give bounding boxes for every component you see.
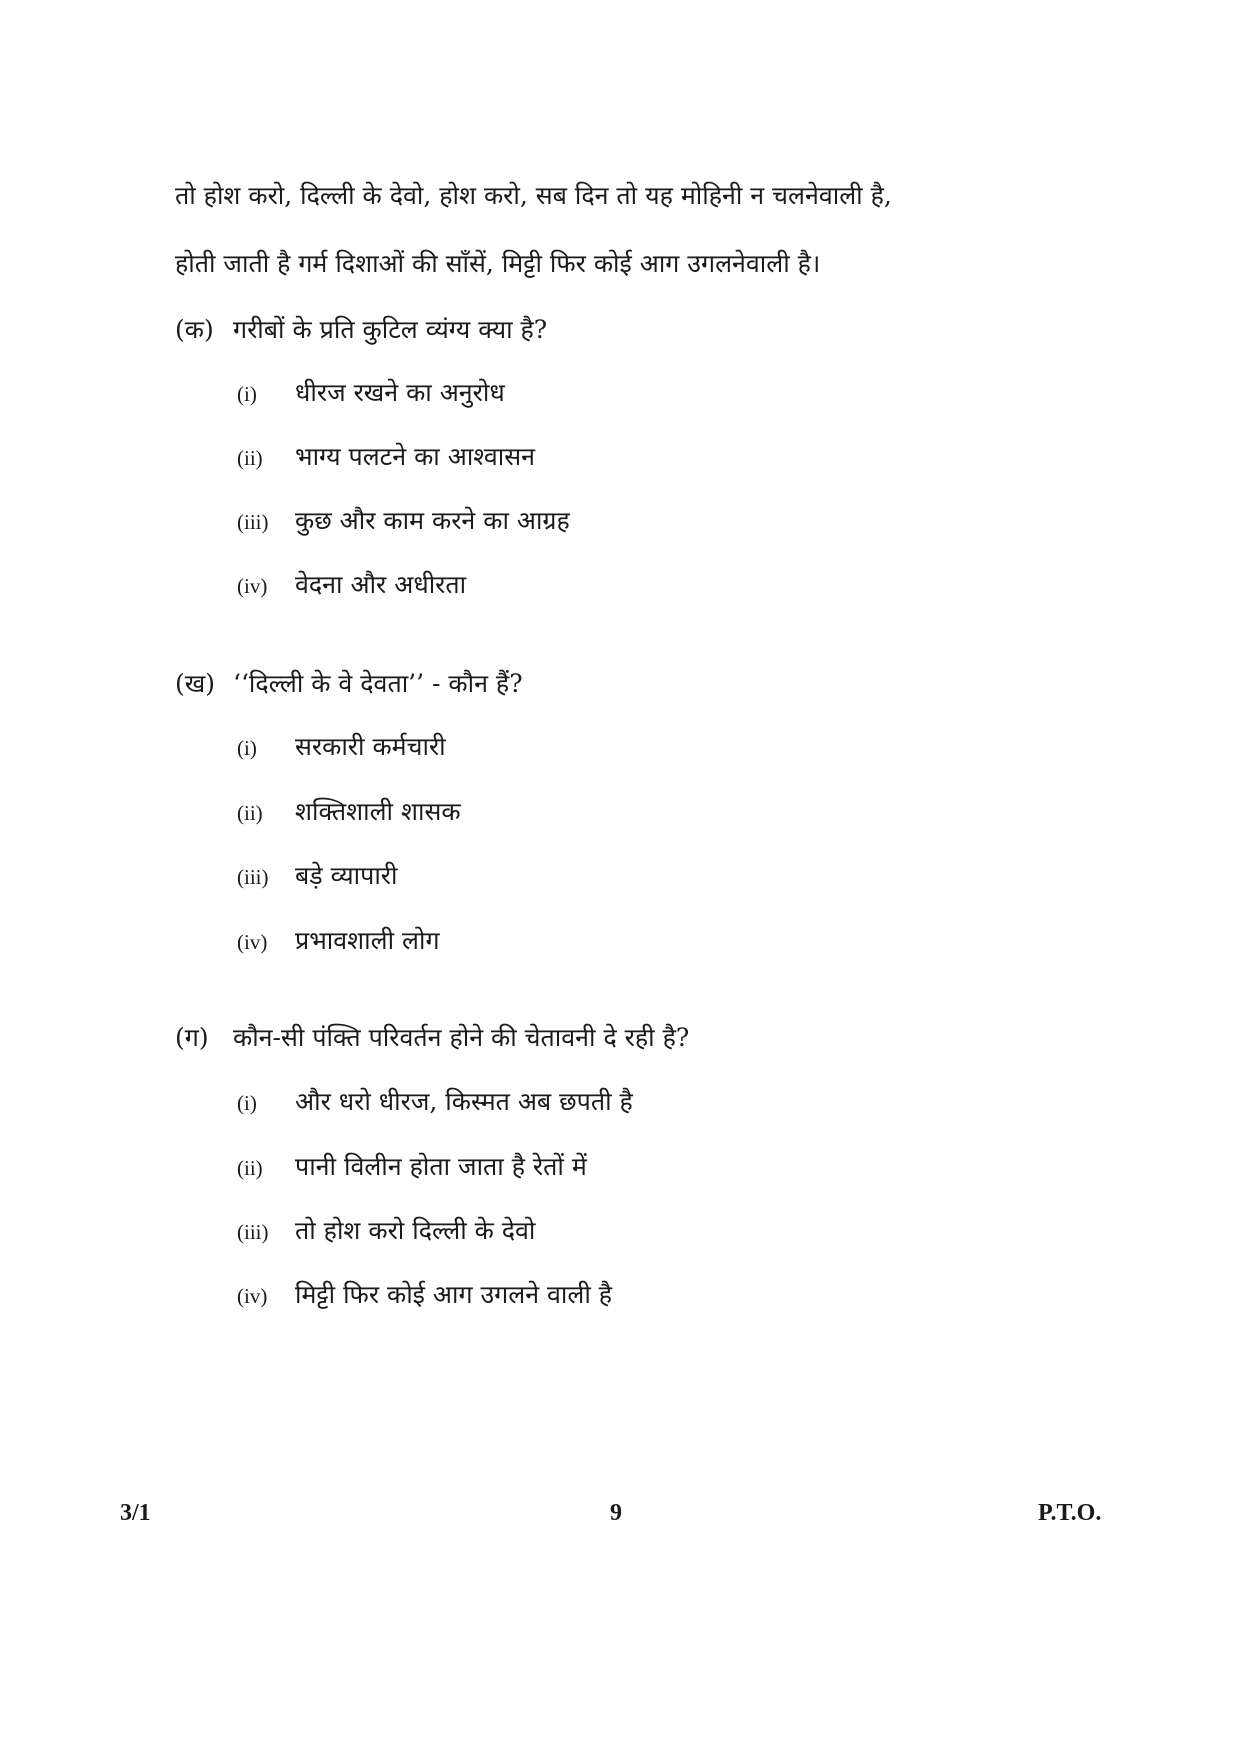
option-number: (iv) <box>237 1284 268 1308</box>
question-ga <box>175 1020 689 1054</box>
question-label: (ख) <box>175 669 215 698</box>
option-number: (iv) <box>237 930 268 954</box>
option-text: सरकारी कर्मचारी <box>295 732 446 761</box>
option-text: कुछ और काम करने का आग्रह <box>295 506 570 535</box>
paper-code: 3/1 <box>120 1500 151 1526</box>
question-text: गरीबों के प्रति कुटिल व्यंग्य क्या है? <box>233 315 548 344</box>
option-text: बड़े व्यापारी <box>295 861 398 890</box>
option-text: शक्तिशाली शासक <box>295 797 461 826</box>
question-text: कौन-सी पंक्ति परिवर्तन होने की चेतावनी दे रही है? <box>233 1023 690 1052</box>
option <box>237 503 570 537</box>
option-number: (i) <box>237 736 257 760</box>
option <box>237 794 461 828</box>
option-number: (i) <box>237 382 257 406</box>
option-number: (iii) <box>237 865 269 889</box>
please-turn-over: P.T.O. <box>1038 1500 1102 1526</box>
option <box>237 567 466 601</box>
question-label: (क) <box>175 315 214 344</box>
option-number: (iv) <box>237 574 268 598</box>
option <box>237 439 535 473</box>
option-number: (ii) <box>237 446 263 470</box>
option <box>237 1213 535 1247</box>
option <box>237 375 505 409</box>
option <box>237 858 398 892</box>
poem-line-1: तो होश करो, दिल्ली के देवो, होश करो, सब दिन तो यह मोहिनी न चलनेवाली है, <box>175 181 892 210</box>
page-number: 9 <box>610 1500 622 1526</box>
option <box>237 1149 587 1183</box>
option-number: (iii) <box>237 1220 269 1244</box>
option <box>237 1277 612 1311</box>
option <box>237 729 446 763</box>
option-text: तो होश करो दिल्ली के देवो <box>295 1216 536 1245</box>
option <box>237 1084 633 1118</box>
option-text: भाग्य पलटने का आश्वासन <box>295 442 536 471</box>
option-number: (i) <box>237 1091 257 1115</box>
option-number: (ii) <box>237 1156 263 1180</box>
option-text: प्रभावशाली लोग <box>295 926 440 955</box>
question-kha <box>175 666 523 700</box>
option <box>237 923 440 957</box>
poem-line-2: होती जाती है गर्म दिशाओं की साँसें, मिट्टी फिर कोई आग उगलनेवाली है। <box>175 249 821 278</box>
option-text: और धरो धीरज, किस्मत अब छपती है <box>295 1087 633 1116</box>
option-number: (ii) <box>237 801 263 825</box>
question-text: ‘‘दिल्ली के वे देवता’’ - कौन हैं? <box>233 669 523 698</box>
option-text: मिट्टी फिर कोई आग उगलने वाली है <box>295 1280 613 1309</box>
option-text: धीरज रखने का अनुरोध <box>295 378 505 407</box>
question-label: (ग) <box>175 1023 209 1052</box>
option-text: पानी विलीन होता जाता है रेतों में <box>295 1152 587 1181</box>
option-text: वेदना और अधीरता <box>295 570 467 599</box>
option-number: (iii) <box>237 510 269 534</box>
question-ka <box>175 312 547 346</box>
